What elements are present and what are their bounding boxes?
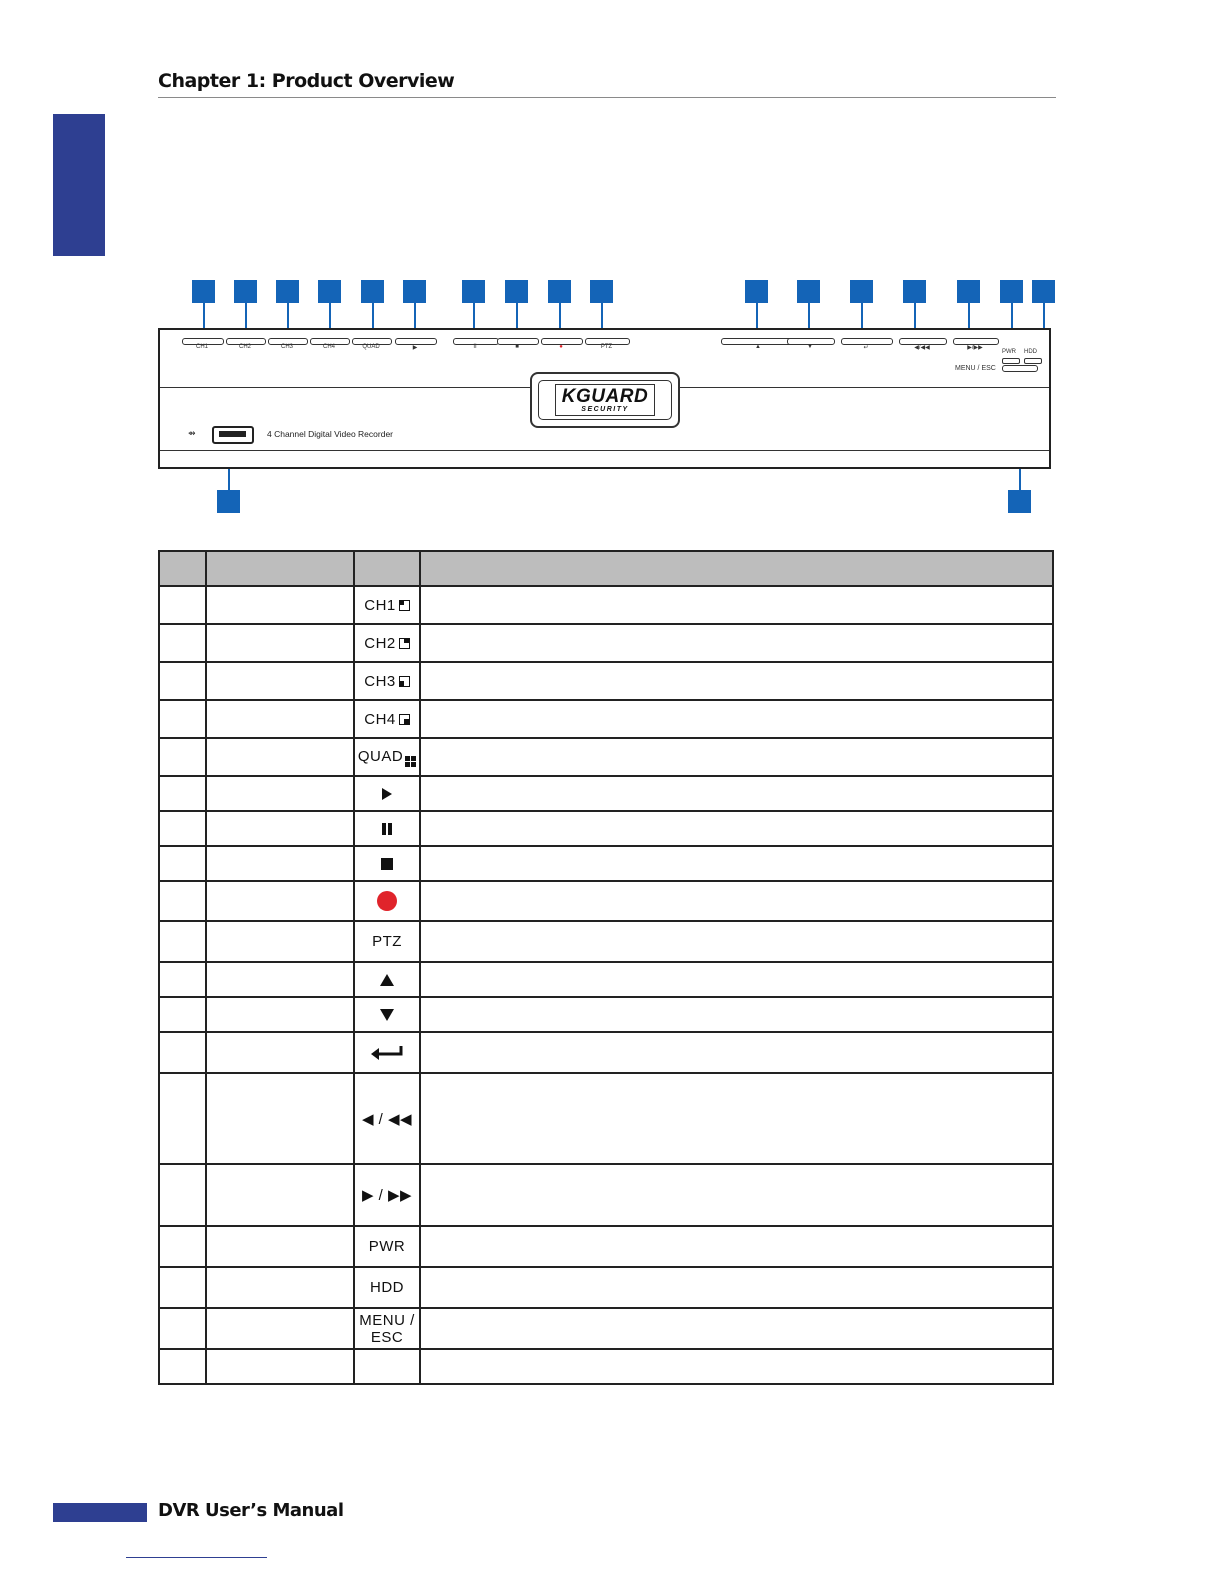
fast-forward-icon: ▶ / ▶▶: [361, 1187, 413, 1204]
table-icon-cell: [354, 1267, 420, 1308]
callout-marker: [957, 280, 980, 303]
callout-marker: [462, 280, 485, 303]
panel-button-label: ◀/◀◀: [914, 345, 930, 351]
ch3-split-icon: [399, 676, 410, 687]
table-icon-cell: [354, 811, 420, 846]
up-arrow-icon: [379, 973, 395, 987]
enter-icon: [370, 1045, 404, 1061]
panel-button-label: ▶/▶▶: [967, 345, 983, 351]
table-header-row: [159, 551, 1053, 586]
ch2-split-icon: [399, 638, 410, 649]
panel-button-label: PTZ: [600, 344, 613, 350]
callout-marker: [590, 280, 613, 303]
table-row: [159, 1349, 1053, 1384]
callout-marker: [797, 280, 820, 303]
callout-marker: [903, 280, 926, 303]
ch3-label: CH3: [364, 672, 396, 690]
table-icon-cell: [354, 997, 420, 1032]
panel-button-label: CH4: [322, 344, 335, 350]
table-row: [159, 962, 1053, 997]
panel-button-label: ↵: [863, 345, 869, 351]
ch4-label: CH4: [364, 710, 396, 728]
table-icon-cell: [354, 921, 420, 962]
table-icon-cell: [354, 776, 420, 811]
table-row: [159, 846, 1053, 881]
panel-button-label: II: [473, 344, 477, 350]
hdd-label: HDD: [370, 1279, 404, 1296]
usb-port: [212, 426, 254, 444]
header-rule: [158, 97, 1056, 98]
table-icon-cell: [354, 700, 420, 738]
callout-marker: [318, 280, 341, 303]
callout-marker: [217, 490, 240, 513]
ch1-split-icon: [399, 600, 410, 611]
table-row: [159, 997, 1053, 1032]
table-row: [159, 662, 1053, 700]
table-icon-cell: [354, 962, 420, 997]
panel-button-label: CH3: [280, 344, 293, 350]
table-row: [159, 921, 1053, 962]
play-icon: [381, 787, 393, 801]
quad-grid-icon: [405, 756, 416, 767]
table-icon-cell: [354, 1164, 420, 1226]
hdd-led-label: HDD: [1024, 349, 1037, 355]
table-icon-cell: [354, 662, 420, 700]
table-row: [159, 1267, 1053, 1308]
panel-button-label: CH1: [195, 344, 208, 350]
table-icon-cell: [354, 1308, 420, 1349]
callout-marker: [1000, 280, 1023, 303]
table-icon-cell: [354, 846, 420, 881]
table-icon-cell: [354, 1073, 420, 1164]
table-row: [159, 738, 1053, 776]
ch1-label: CH1: [364, 596, 396, 614]
callout-marker: [505, 280, 528, 303]
table-row: [159, 776, 1053, 811]
table-row: [159, 586, 1053, 624]
table-icon-cell: [354, 586, 420, 624]
rewind-icon: ◀ / ◀◀: [361, 1110, 413, 1128]
table-icon-cell: [354, 1032, 420, 1073]
logo-subtitle: SECURITY: [581, 406, 629, 413]
quad-label: QUAD: [357, 747, 404, 765]
ptz-label: PTZ: [372, 933, 402, 950]
ch4-split-icon: [399, 714, 410, 725]
callout-marker: [745, 280, 768, 303]
controls-table: [158, 550, 1054, 1385]
logo-wordmark: KGUARD: [561, 386, 649, 407]
table-icon-cell: [354, 624, 420, 662]
record-icon: [376, 890, 398, 912]
table-row: [159, 1073, 1053, 1164]
panel-button-label: QUAD: [362, 344, 380, 350]
callout-marker: [403, 280, 426, 303]
usb-icon: ⇴: [188, 428, 196, 438]
pwr-led-label: PWR: [1002, 349, 1016, 355]
table-header-cell: [159, 551, 206, 586]
footer-underline: [126, 1557, 267, 1558]
table-row: [159, 1308, 1053, 1349]
pwr-led: [1002, 358, 1020, 364]
table-header-cell: [354, 551, 420, 586]
dvr-front-panel: [158, 328, 1051, 469]
menu-esc-label: MENU / ESC: [955, 365, 996, 372]
model-text: 4 Channel Digital Video Recorder: [267, 429, 394, 439]
panel-button-label: CH2: [238, 344, 251, 350]
table-row: [159, 1032, 1053, 1073]
panel-band-bottom: [160, 450, 1049, 451]
pause-icon: [381, 822, 393, 836]
menu-esc-button: [1002, 365, 1038, 372]
table-row: [159, 624, 1053, 662]
down-arrow-icon: [379, 1008, 395, 1022]
table-row: [159, 1226, 1053, 1267]
table-row: [159, 1164, 1053, 1226]
hdd-led: [1024, 358, 1042, 364]
table-icon-cell: [354, 881, 420, 921]
callout-marker: [548, 280, 571, 303]
callout-marker: [1008, 490, 1031, 513]
pwr-label: PWR: [368, 1238, 406, 1255]
callout-marker: [1032, 280, 1055, 303]
callout-marker: [276, 280, 299, 303]
callout-marker: [361, 280, 384, 303]
table-icon-cell: [354, 1226, 420, 1267]
panel-button-label: ■: [515, 344, 519, 350]
table-header-cell: [206, 551, 354, 586]
menu-esc-table-label: MENU / ESC: [359, 1311, 415, 1346]
table-row: [159, 811, 1053, 846]
callout-marker: [234, 280, 257, 303]
ch2-label: CH2: [364, 634, 396, 652]
kguard-logo: [530, 372, 680, 428]
table-row: [159, 881, 1053, 921]
table-header-cell: [420, 551, 1053, 586]
table-icon-cell: [354, 1349, 420, 1384]
callout-marker: [192, 280, 215, 303]
callout-marker: [850, 280, 873, 303]
footer-tab: [53, 1503, 147, 1522]
footer-manual-title: DVR User’s Manual: [158, 1500, 344, 1521]
chapter-title: Chapter 1: Product Overview: [158, 70, 455, 92]
table-row: [159, 700, 1053, 738]
panel-button-label: ▼: [807, 344, 813, 350]
stop-icon: [380, 857, 394, 871]
chapter-side-tab: [53, 114, 105, 256]
panel-button-label: ▲: [755, 344, 761, 350]
panel-button-label: ●: [559, 344, 563, 350]
table-icon-cell: [354, 738, 420, 776]
panel-button-label: ▶: [412, 345, 418, 351]
